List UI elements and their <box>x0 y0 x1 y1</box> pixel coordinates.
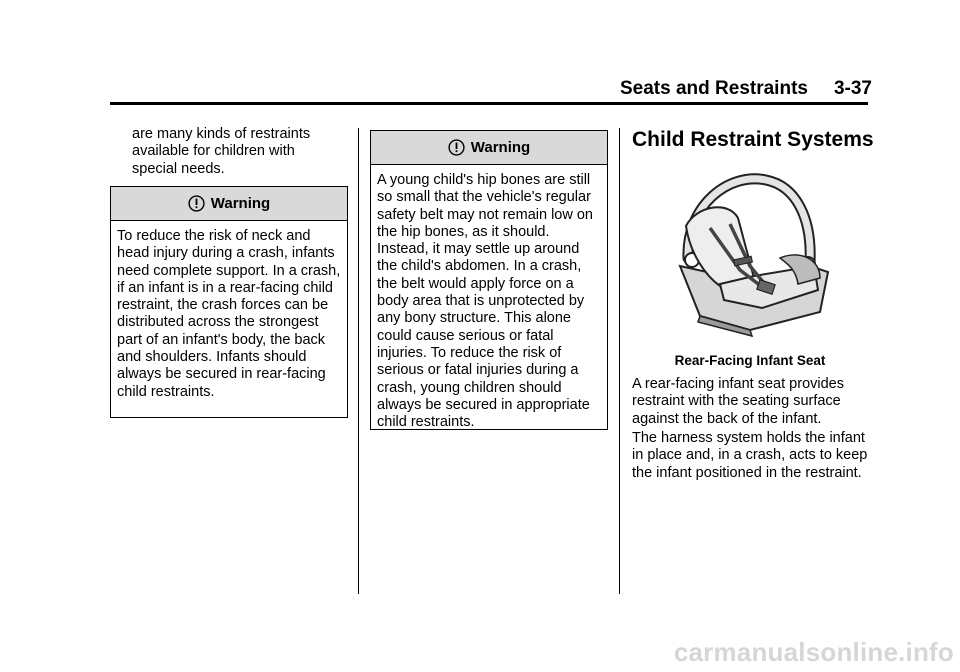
warning-box-neck-injury <box>110 186 348 418</box>
warning-text: A young child's hip bones are still so small that the vehicle's regular safety belt may not remain low on the hip bones, as it should. Instead, it may settle up around the child's abdomen. In a crash, the belt would apply force on a body area that is unprotected by any bony structure. This alone could cause serious or fatal injuries. To reduce the risk of serious or fatal injuries during a crash, young children should always be secured in appropriate child restraints. <box>377 172 593 431</box>
column-divider-1 <box>358 128 359 594</box>
infant-seat-illustration <box>670 166 840 338</box>
rear-facing-infant-seat-icon <box>670 166 840 338</box>
section-title: Seats and Restraints <box>620 78 808 99</box>
section-heading: Child Restraint Systems <box>632 128 874 151</box>
warning-icon <box>448 139 465 156</box>
body-paragraph: The harness system holds the infant in place and, in a crash, acts to keep the infant positioned in the restraint. <box>632 430 868 481</box>
watermark: carmanualsonline.info <box>673 637 954 667</box>
warning-header <box>111 187 347 221</box>
page-number: 3-37 <box>833 78 872 99</box>
warning-title: Warning <box>210 195 271 212</box>
warning-icon <box>188 195 205 212</box>
warning-title: Warning <box>470 139 531 156</box>
warning-text: To reduce the risk of neck and head injury during a crash, infants need complete support. In a crash, if an infant is in a rear-facing child restraint, the crash forces can be distributed across the strongest part of an infant's body, the back and shoulders. Infants should always be secured in rear-facing child restraints. <box>117 228 341 400</box>
column-divider-2 <box>619 128 620 594</box>
warning-box-hip-bones <box>370 130 608 430</box>
page-header <box>620 78 872 100</box>
warning-header <box>371 131 607 165</box>
intro-paragraph: are many kinds of restraints available for children with special needs. <box>132 126 311 177</box>
figure-caption: Rear-Facing Infant Seat <box>674 353 826 368</box>
body-paragraph: A rear-facing infant seat provides restraint with the seating surface against the back of the infant. <box>632 376 844 427</box>
header-rule <box>110 102 868 105</box>
